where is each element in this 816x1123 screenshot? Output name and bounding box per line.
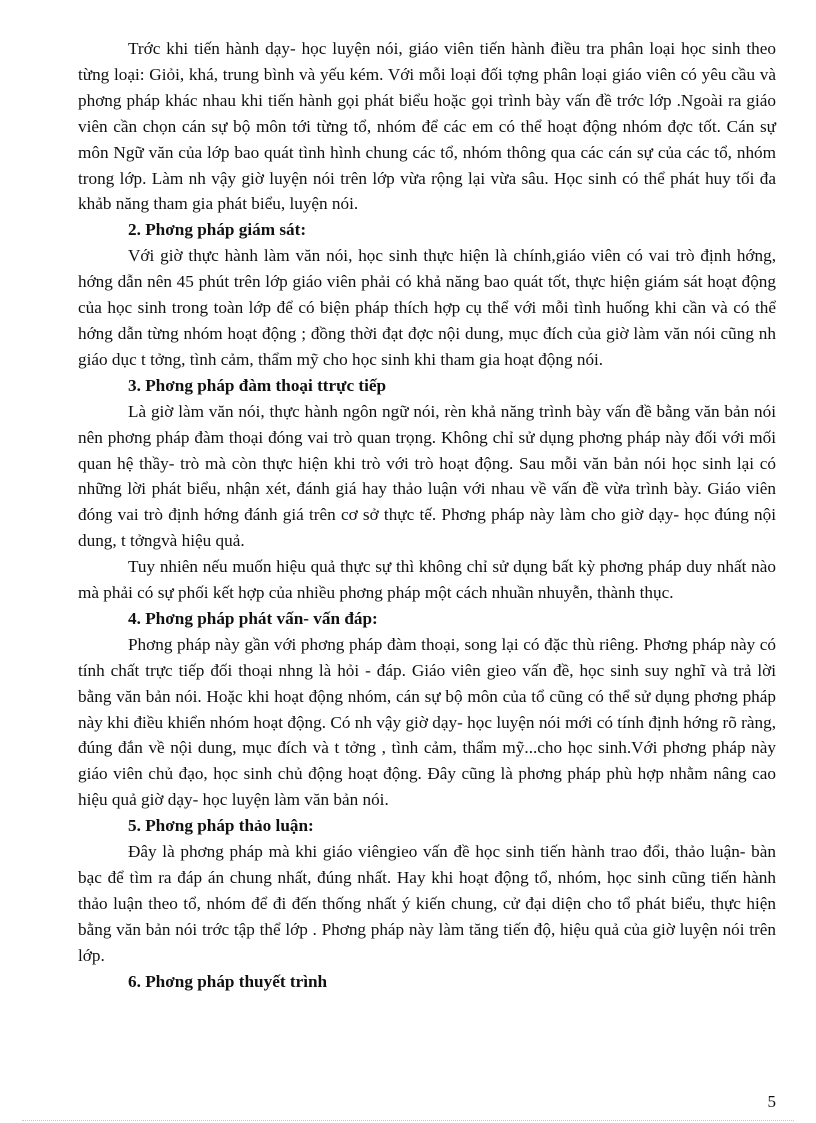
paragraph-intro: Trớc khi tiến hành dạy- học luyện nói, giáo viên tiến hành điều tra phân loại học sinh theo từng loại: Giỏi, khá, trung bình và yếu kém. Với mỗi loại đối tợng phân loại giáo viên có yêu cầu và phơng pháp khác nhau khi tiến hành gọi phát biểu hoặc gọi trình bày vấn đề trớc lớp .Ngoài ra giáo viên cần chọn cán sự bộ môn tới từng tổ, nhóm để các em có thể hoạt động nhóm đợc tốt. Cán sự môn Ngữ văn của lớp bao quát tình hình chung các tổ, nhóm thông qua các cán sự của các tổ, nhóm trong lớp. Làm nh vậy giờ luyện nói trên lớp vừa rộng lại vừa sâu. Học sinh có thể phát huy tối đa khảb năng tham gia phát biểu, luyện nói. — [78, 39, 776, 214]
paragraph-method-2: Với giờ thực hành làm văn nói, học sinh thực hiện là chính,giáo viên có vai trò định hớng, hớng dẫn nên 45 phút trên lớp giáo viên phải có khả năng bao quát tốt, thực hiện giám sát hoạt động của học sinh trong toàn lớp để có biện pháp thích hợp cụ thể với mỗi tình huống khi cần và có thể hớng dẫn từng nhóm hoạt động ; đồng thời đạt đợc nội dung, mục đích của giờ làm văn nói cũng nh giáo dục t tởng, tình cảm, thẩm mỹ cho học sinh khi tham gia hoạt động nói. — [78, 246, 776, 369]
page-number: 5 — [767, 1092, 776, 1111]
heading-method-4: 4. Phơng pháp phát vấn- vấn đáp: — [128, 608, 378, 628]
heading-method-6: 6. Phơng pháp thuyết trình — [128, 971, 328, 991]
paragraph-method-3: Là giờ làm văn nói, thực hành ngôn ngữ nói, rèn khả năng trình bày vấn đề bằng văn bản nói nên phơng pháp đàm thoại đóng vai trò quan trọng. Không chỉ sử dụng phơng pháp này đối với mối quan hệ thầy- trò mà còn thực hiện khi trò với trò hoạt động. Sau mỗi văn bản nói học sinh lại có những lời phát biểu, nhận xét, đánh giá hay thảo luận với nhau về vấn đề vừa trình bày. Giáo viên đóng vai trò định hớng đánh giá trên cơ sở thực tế. Phơng pháp này làm cho giờ dạy- học đúng nội dung, t tởngvà hiệu quả. — [78, 401, 776, 551]
document-body — [78, 36, 776, 995]
paragraph-method-3-note: Tuy nhiên nếu muốn hiệu quả thực sự thì không chỉ sử dụng bất kỳ phơng pháp duy nhất nào mà phải có sự phối kết hợp của nhiều phơng pháp một cách nhuần nhuyễn, thành thục. — [78, 557, 776, 603]
heading-method-2: 2. Phơng pháp giám sát: — [128, 220, 307, 240]
footer-divider — [22, 1120, 794, 1121]
heading-method-5: 5. Phơng pháp thảo luận: — [128, 816, 314, 836]
paragraph-method-4: Phơng pháp này gần với phơng pháp đàm thoại, song lại có đặc thù riêng. Phơng pháp này có tính chất trực tiếp đối thoại nhng là hỏi - đáp. Giáo viên gieo vấn đề, học sinh suy nghĩ và trả lời bằng văn bản nói. Hoặc khi hoạt động nhóm, cán sự bộ môn của tổ cũng có thể sử dụng phơng pháp này khi điều khiển nhóm hoạt động. Có nh vậy giờ dạy- học luyện nói mới có tính định hớng rõ ràng, đúng đắn về nội dung, mục đích và t tởng , tình cảm, thẩm mỹ...cho học sinh.Với phơng pháp này giáo viên chủ đạo, học sinh chủ động hoạt động. Đây cũng là phơng pháp phù hợp nhằm nâng cao hiệu quả giờ dạy- học luyện làm văn bản nói. — [78, 634, 776, 810]
heading-method-3: 3. Phơng pháp đàm thoại ttrực tiếp — [128, 375, 387, 395]
paragraph-method-5: Đây là phơng pháp mà khi giáo viêngieo vấn đề học sinh tiến hành trao đổi, thảo luận- bàn bạc để tìm ra đáp án chung nhất, đúng nhất. Hay khi hoạt động tổ, nhóm, học sinh cũng tiến hành thảo luận theo tổ, nhóm để đi đến thống nhất ý kiến chung, cử đại diện cho tổ phát biểu, thực hiện bằng văn bản nói trớc tập thể lớp . Phơng pháp này làm tăng tiến độ, hiệu quả của giờ luyện nói trên lớp. — [78, 842, 776, 965]
